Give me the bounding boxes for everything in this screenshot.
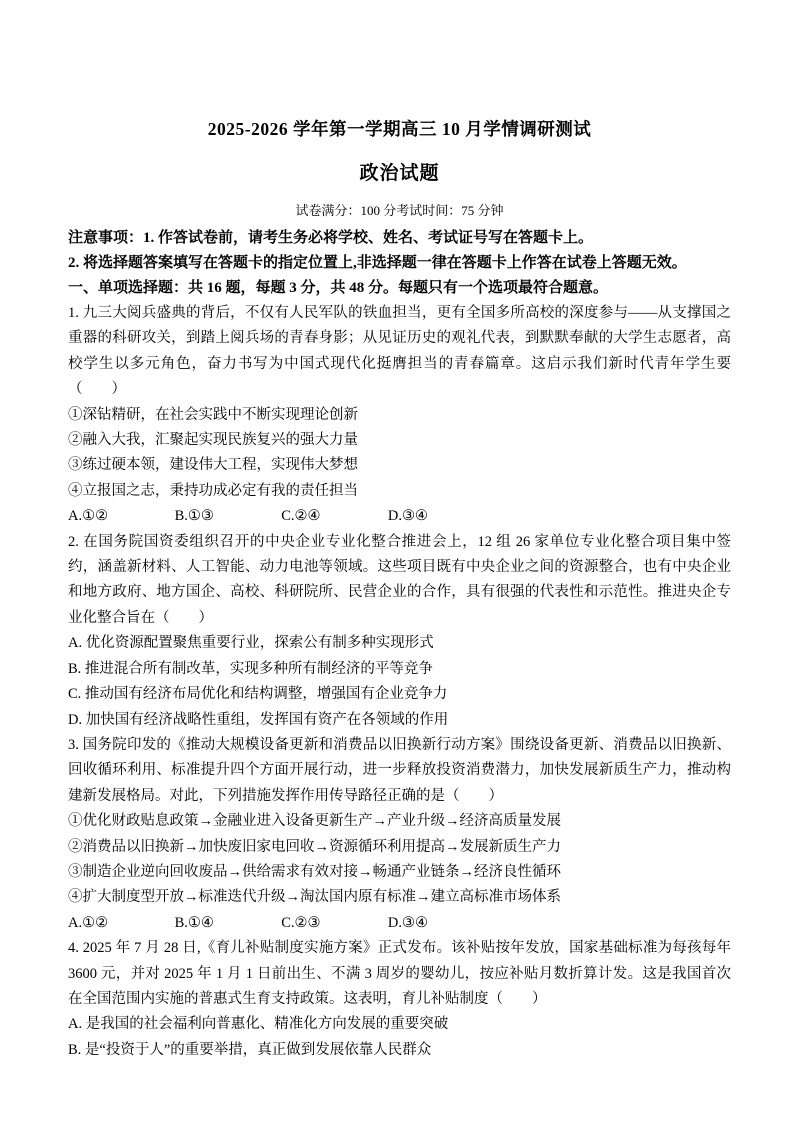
question-1-choices [68,504,731,529]
section-header-single-choice: 一、单项选择题：共 16 题，每题 3 分，共 48 分。每题只有一个选项最符合题意。 [68,280,609,296]
question-3-choice-b: B.①④ [174,914,214,931]
question-2-choice-b: B. 推进混合所有制改革，实现多种所有制经济的平等竞争 [68,660,433,677]
question-1-choice-d: D.③④ [387,508,428,525]
question-1-statement-4: ④立报国之志，秉持功成必定有我的责任担当 [68,482,358,499]
question-1 [68,301,731,530]
question-2-choice-d: D. 加快国有经济战略性重组，发挥国有资产在各领域的作用 [68,711,449,728]
question-2-choice-c: C. 推动国有经济布局优化和结构调整，增强国有企业竞争力 [68,686,448,703]
question-1-choice-b: B.①③ [174,508,214,525]
question-3-choice-c: C.②③ [281,914,321,931]
question-3 [68,733,731,936]
question-3-choice-d: D.③④ [387,914,428,931]
question-3-stem: 3. 国务院印发的《推动大规模设备更新和消费品以旧换新行动方案》围绕设备更新、消费品以旧换新、回收循环利用、标准提升四个方面开展行动，进一步释放投资消费潜力，加快发展新质生产力，推动构建新发展格局。对此，下列措施发挥作用传导路径正确的是（ ） [68,736,731,804]
page-title: 2025-2026 学年第一学期高三 10 月学情调研测试 [207,119,592,139]
question-3-choice-a: A.①② [68,914,109,931]
question-3-statement-2: ②消费品以旧换新→加快废旧家电回收→资源循环利用提高→发展新质生产力 [68,838,561,855]
question-1-statement-2: ②融入大我，汇聚起实现民族复兴的强大力量 [68,432,358,449]
page-subtitle: 政治试题 [359,163,440,184]
notice-line-2: 2. 将选择题答案填写在答题卡的指定位置上,非选择题一律在答题卡上作答在试卷上答题无效。 [68,255,687,271]
exam-info-line: 试卷满分：100 分考试时间：75 分钟 [295,203,504,218]
question-1-statement-3: ③练过硬本领，建设伟大工程，实现伟大梦想 [68,457,358,474]
question-3-choices [68,911,731,936]
question-4-choice-a: A. 是我国的社会福利向普惠化、精准化方向发展的重要突破 [68,1016,449,1033]
question-3-statement-4: ④扩大制度型开放→标准迭代升级→淘汰国内原有标准→建立高标准市场体系 [68,889,561,906]
question-4 [68,936,731,1063]
question-2-stem: 2. 在国务院国资委组织召开的中央企业专业化整合推进会上，12 组 26 家单位专业化整合项目集中签约，涵盖新材料、人工智能、动力电池等领域。这些项目既有中央企业之间的资源整合，也有中央企业和地方政府、地方国企、高校、科研院所、民营企业的合作，具有很强的代表性和示范性。推进央企专业化整合旨在（ ） [68,533,731,626]
notice-line-1: 注意事项：1. 作答试卷前，请考生务必将学校、姓名、考试证号写在答题卡上。 [68,230,594,246]
question-4-choice-b: B. 是“投资于人”的重要举措，真正做到发展依靠人民群众 [68,1041,432,1058]
question-3-statement-3: ③制造企业逆向回收废品→供给需求有效对接→畅通产业链条→经济良性循环 [68,863,561,880]
question-1-stem: 1. 九三大阅兵盛典的背后，不仅有人民军队的铁血担当，更有全国多所高校的深度参与——从支撑国之重器的科研攻关，到踏上阅兵场的青春身影；从见证历史的观礼代表，到默默奉献的大学生志愿者，高校学生以多元角色，奋力书写为中国式现代化挺膺担当的青春篇章。这启示我们新时代青年学生要（ ） [68,305,731,398]
question-1-choice-c: C.②④ [281,508,321,525]
question-2 [68,530,731,733]
question-2-choice-a: A. 优化资源配置聚焦重要行业，探索公有制多种实现形式 [68,635,434,652]
question-3-statement-1: ①优化财政贴息政策→金融业进入设备更新生产→产业升级→经济高质量发展 [68,813,561,830]
question-1-choice-a: A.①② [68,508,109,525]
question-1-statement-1: ①深钻精研，在社会实践中不断实现理论创新 [68,406,358,423]
question-4-stem: 4. 2025 年 7 月 28 日,《育儿补贴制度实施方案》正式发布。该补贴按年发放，国家基础标准为每孩每年 3600 元，并对 2025 年 1 月 1 日前出生、不满 3 周岁的婴幼儿，按应补贴月数折算计发。这是我国首次在全国范围内实施的普惠式生育支持政策。这表明，育儿补贴制度（ ） [68,940,731,1007]
